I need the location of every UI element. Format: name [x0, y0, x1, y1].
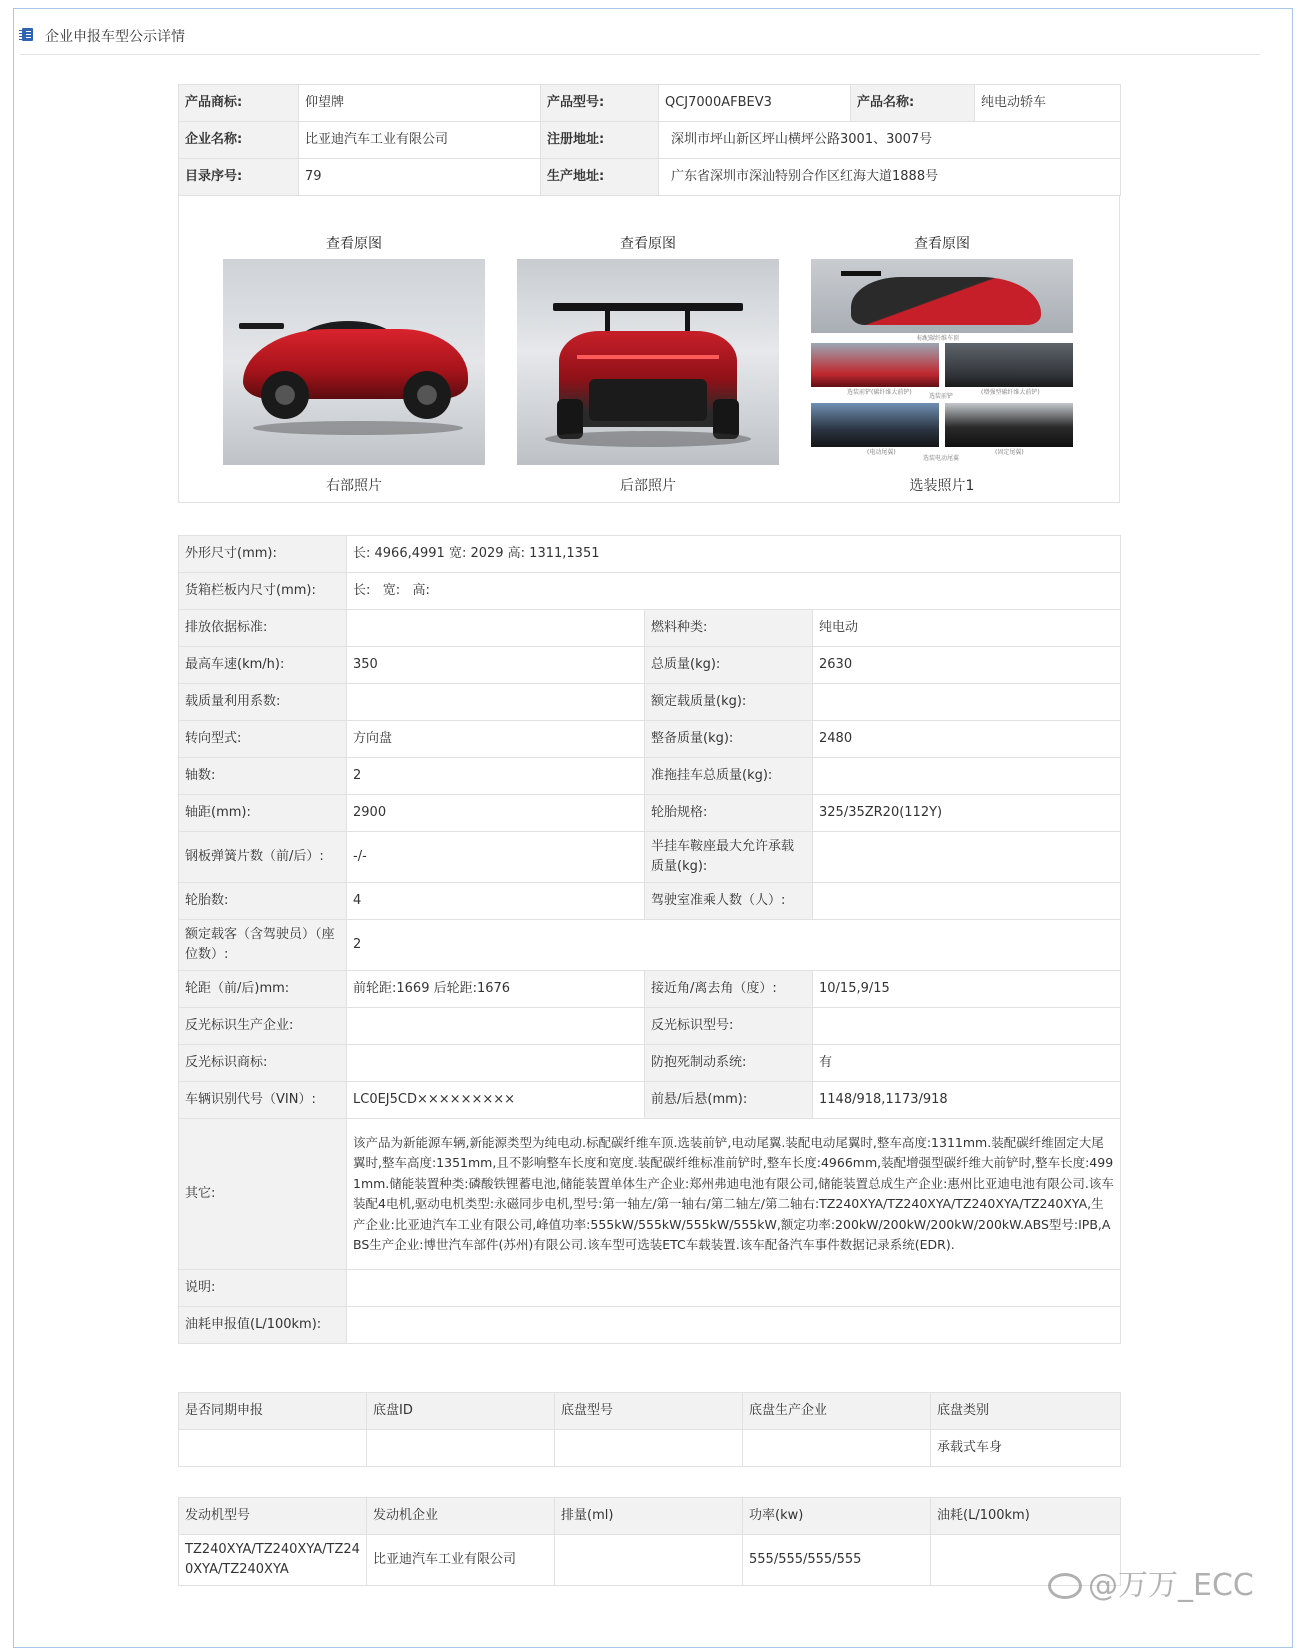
engine-cell: 555/555/555/555: [743, 1535, 931, 1586]
fuel-label: 燃料种类:: [645, 610, 813, 647]
engine-header: 排量(ml): [555, 1498, 743, 1535]
photo-caption: 后部照片: [620, 478, 676, 494]
document-icon: [22, 28, 33, 41]
tyre-label: 轮胎规格:: [645, 795, 813, 832]
saddle-value: [813, 832, 1121, 883]
trailer-label: 准拖挂车总质量(kg):: [645, 758, 813, 795]
tyres-num-value: 4: [347, 883, 645, 920]
reflector-model-label: 反光标识型号:: [645, 1008, 813, 1045]
car-rear-photo[interactable]: [517, 259, 779, 465]
reg-address-value: 深圳市坪山新区坪山横坪公路3001、3007号: [659, 122, 1121, 159]
collage-wing-tile: [945, 403, 1073, 447]
note-label: 说明:: [179, 1270, 347, 1307]
cab-value: [813, 883, 1121, 920]
cargo-value: 长: 宽: 高:: [347, 573, 1121, 610]
axles-value: 2: [347, 758, 645, 795]
collage-label: 标配碳纤维车顶: [917, 335, 960, 342]
spring-label: 钢板弹簧片数（前/后）:: [179, 832, 347, 883]
prod-address-label: 生产地址:: [541, 159, 659, 196]
reflector-brand-label: 反光标识商标:: [179, 1045, 347, 1082]
tail-lamp: [577, 355, 719, 359]
angle-label: 接近角/离去角（度）:: [645, 971, 813, 1008]
passengers-value: 2: [347, 920, 1121, 971]
rated-load-value: [813, 684, 1121, 721]
page-header: [20, 16, 1260, 55]
reflector-maker-label: 反光标识生产企业:: [179, 1008, 347, 1045]
chassis-cell: [179, 1430, 367, 1467]
reflector-brand-value: [347, 1045, 645, 1082]
emission-value: [347, 610, 645, 647]
engine-header: 发动机型号: [179, 1498, 367, 1535]
steering-value: 方向盘: [347, 721, 645, 758]
trailer-value: [813, 758, 1121, 795]
angle-value: 10/15,9/15: [813, 971, 1121, 1008]
saddle-label: 半挂车鞍座最大允许承载质量(kg):: [645, 832, 813, 883]
overhang-label: 前悬/后悬(mm):: [645, 1082, 813, 1119]
note-value: [347, 1270, 1121, 1307]
chassis-header: 底盘ID: [367, 1393, 555, 1430]
collage-label: (电动尾翼): [867, 449, 896, 456]
collage-label: (增强型碳纤维大前铲): [981, 389, 1040, 396]
dims-label: 外形尺寸(mm):: [179, 536, 347, 573]
dims-value: 长: 4966,4991 宽: 2029 高: 1311,1351: [347, 536, 1121, 573]
gross-value: 2630: [813, 647, 1121, 684]
axles-label: 轴数:: [179, 758, 347, 795]
chassis-header: 底盘类别: [931, 1393, 1121, 1430]
reflector-model-value: [813, 1008, 1121, 1045]
collage-front-tile: [945, 343, 1073, 387]
engine-cell: 比亚迪汽车工业有限公司: [367, 1535, 555, 1586]
cargo-label: 货箱栏板内尺寸(mm):: [179, 573, 347, 610]
engine-header: 功率(kw): [743, 1498, 931, 1535]
photo-right: [223, 195, 485, 503]
product-name-value: 纯电动轿车: [975, 85, 1121, 122]
steering-label: 转向型式:: [179, 721, 347, 758]
overhang-value: 1148/918,1173/918: [813, 1082, 1121, 1119]
car-side-photo[interactable]: [223, 259, 485, 465]
load-coef-value: [347, 684, 645, 721]
photo-caption: 选装照片1: [909, 478, 975, 494]
rear-wing: [553, 303, 743, 311]
chassis-table: [178, 1392, 1121, 1467]
chassis-header: 是否同期申报: [179, 1393, 367, 1430]
catalog-label: 目录序号:: [179, 159, 299, 196]
photo-caption: 右部照片: [326, 478, 382, 494]
watermark-text: @万万_ECC: [1088, 1568, 1254, 1603]
cab-label: 驾驶室准乘人数（人）:: [645, 883, 813, 920]
fuel-value: 纯电动: [813, 610, 1121, 647]
car-shadow: [545, 431, 751, 447]
chassis-cell: [743, 1430, 931, 1467]
collage-roof-tile: [811, 259, 1073, 333]
tyre-value: 325/35ZR20(112Y): [813, 795, 1121, 832]
weibo-icon: [1048, 1573, 1082, 1599]
option-collage-photo[interactable]: [811, 259, 1073, 465]
car-shadow: [253, 421, 463, 435]
collage-front-tile: [811, 343, 939, 387]
engine-table: [178, 1497, 1121, 1586]
gross-label: 总质量(kg):: [645, 647, 813, 684]
reg-address-label: 注册地址:: [541, 122, 659, 159]
rear-diffuser: [589, 379, 707, 421]
vin-value: LC0EJ5CD×××××××××: [347, 1082, 645, 1119]
car-wheel: [261, 371, 309, 419]
abs-value: 有: [813, 1045, 1121, 1082]
abs-label: 防抱死制动系统:: [645, 1045, 813, 1082]
page-title: 企业申报车型公示详情: [45, 29, 185, 45]
photo-gallery: [178, 195, 1120, 503]
curb-value: 2480: [813, 721, 1121, 758]
model-value: QCJ7000AFBEV3: [659, 85, 851, 122]
vin-label: 车辆识别代号（VIN）:: [179, 1082, 347, 1119]
watermark: [1048, 1560, 1254, 1604]
basic-info-table: [178, 84, 1121, 196]
wheelbase-value: 2900: [347, 795, 645, 832]
chassis-header: 底盘型号: [555, 1393, 743, 1430]
engine-cell: TZ240XYA/TZ240XYA/TZ240XYA/TZ240XYA: [179, 1535, 367, 1586]
collage-label: 选装前铲(碳纤维大前铲): [847, 389, 912, 396]
model-label: 产品型号:: [541, 85, 659, 122]
collage-wing-tile: [811, 403, 939, 447]
view-original-link[interactable]: 查看原图: [914, 236, 970, 252]
chassis-header: 底盘生产企业: [743, 1393, 931, 1430]
other-label: 其它:: [179, 1119, 347, 1270]
spring-value: -/-: [347, 832, 645, 883]
collage-label: (固定尾翼): [995, 449, 1024, 456]
track-value: 前轮距:1669 后轮距:1676: [347, 971, 645, 1008]
spec-table: [178, 535, 1121, 1344]
catalog-value: 79: [299, 159, 541, 196]
collage-label: 选装前铲: [929, 393, 954, 400]
prod-address-value: 广东省深圳市深汕特别合作区红海大道1888号: [659, 159, 1121, 196]
collage-label: 选装电动尾翼: [923, 455, 960, 462]
product-name-label: 产品名称:: [851, 85, 975, 122]
engine-header: 发动机企业: [367, 1498, 555, 1535]
consumption-value: [347, 1307, 1121, 1344]
photo-rear: [517, 195, 779, 503]
view-original-link[interactable]: 查看原图: [620, 236, 676, 252]
other-value: 该产品为新能源车辆,新能源类型为纯电动.标配碳纤维车顶.选装前铲,电动尾翼.装配电动尾翼时,整车高度:1311mm.装配碳纤维固定大尾翼时,整车高度:1351mm,且不影响整车长度和宽度.装配碳纤维标准前铲时,整车长度:4966mm,装配增强型碳纤维大前铲时,整车长度:4991mm.储能装置种类:磷酸铁锂蓄电池,储能装置单体生产企业:郑州弗迪电池有限公司,储能装置总成生产企业:惠州比亚迪电池有限公司.该车装配4电机,驱动电机类型:永磁同步电机,型号:第一轴左/第一轴右/第二轴左/第二轴右:TZ240XYA/TZ240XYA/TZ240XYA/TZ240XYA,生产企业:比亚迪汽车工业有限公司,峰值功率:555kW/555kW/555kW/555kW,额定功率:200kW/200kW/200kW/200kW.ABS型号:IPB,ABS生产企业:博世汽车部件(苏州)有限公司.该车型可选装ETC车载装置.该车配备汽车事件数据记录系统(EDR).: [347, 1119, 1121, 1270]
emission-label: 排放依据标准:: [179, 610, 347, 647]
company-label: 企业名称:: [179, 122, 299, 159]
wheelbase-label: 轴距(mm):: [179, 795, 347, 832]
brand-value: 仰望牌: [299, 85, 541, 122]
speed-label: 最高车速(km/h):: [179, 647, 347, 684]
car-wheel: [403, 371, 451, 419]
reflector-maker-value: [347, 1008, 645, 1045]
load-coef-label: 载质量利用系数:: [179, 684, 347, 721]
company-value: 比亚迪汽车工业有限公司: [299, 122, 541, 159]
view-original-link[interactable]: 查看原图: [326, 236, 382, 252]
speed-value: 350: [347, 647, 645, 684]
curb-label: 整备质量(kg):: [645, 721, 813, 758]
photo-option: [811, 195, 1073, 503]
engine-cell: [555, 1535, 743, 1586]
chassis-cell: [555, 1430, 743, 1467]
chassis-cell: [367, 1430, 555, 1467]
consumption-label: 油耗申报值(L/100km):: [179, 1307, 347, 1344]
engine-header: 油耗(L/100km): [931, 1498, 1121, 1535]
rated-load-label: 额定载质量(kg):: [645, 684, 813, 721]
car-wing: [239, 323, 284, 329]
brand-label: 产品商标:: [179, 85, 299, 122]
track-label: 轮距（前/后)mm:: [179, 971, 347, 1008]
chassis-cell: 承载式车身: [931, 1430, 1121, 1467]
passengers-label: 额定载客（含驾驶员）（座位数）:: [179, 920, 347, 971]
tyres-num-label: 轮胎数:: [179, 883, 347, 920]
